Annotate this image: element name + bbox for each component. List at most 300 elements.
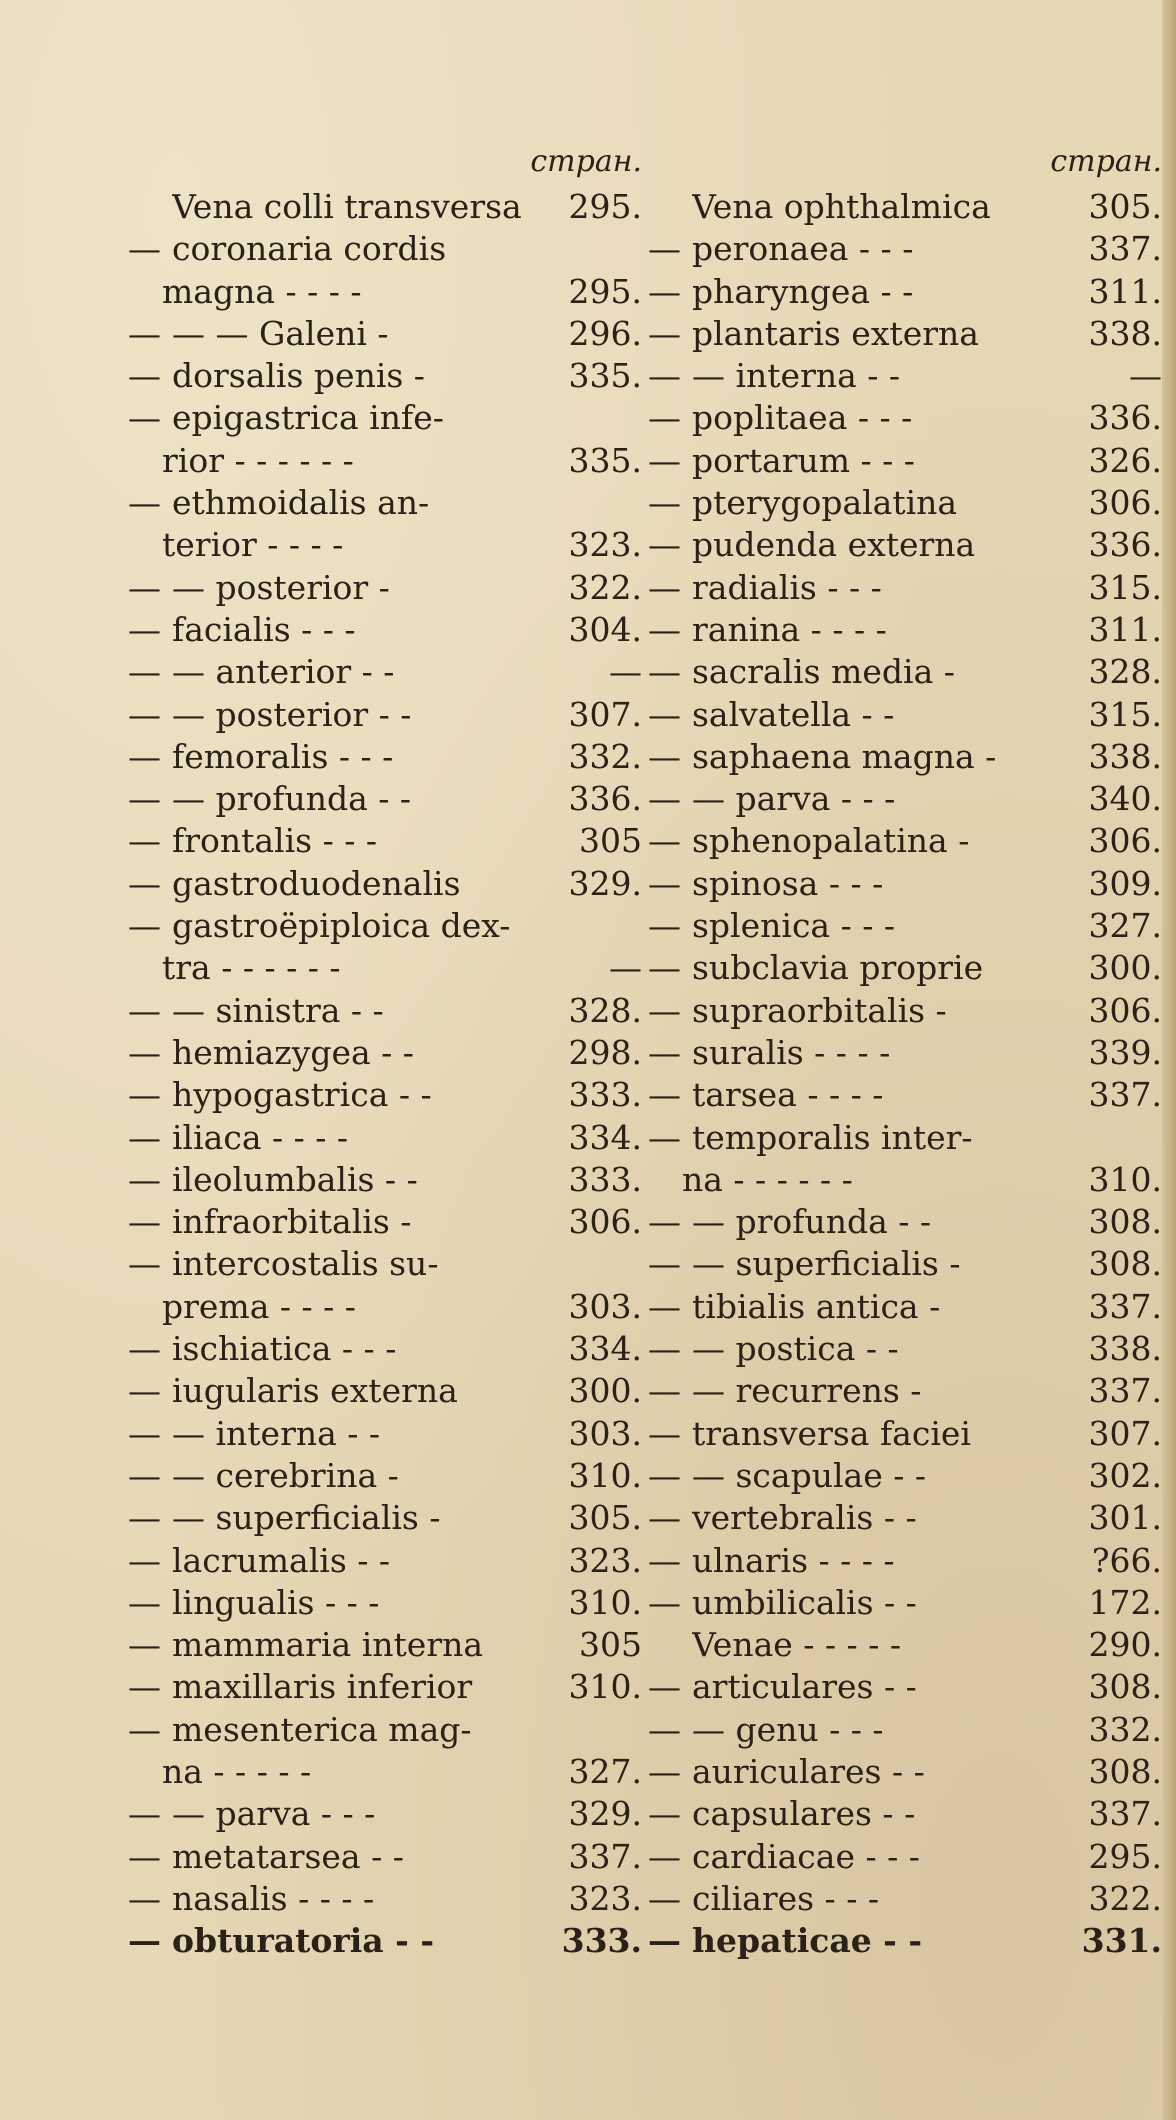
entry-term: mammaria interna xyxy=(172,1625,484,1665)
entry-term: — profunda - - xyxy=(692,1202,932,1242)
entry-page-number: 300. xyxy=(1088,948,1162,988)
entry-term: Vena ophthalmica xyxy=(692,187,991,226)
entry-dash: — xyxy=(648,779,681,819)
entry-dash: — xyxy=(648,1075,681,1115)
index-entry xyxy=(128,820,648,862)
entry-dash: — xyxy=(648,694,681,734)
entry-page-number: 290. xyxy=(1088,1625,1162,1665)
right-index-list xyxy=(648,186,1168,1962)
entry-page-number: 334. xyxy=(568,1329,642,1369)
entry-term: temporalis inter- xyxy=(692,1117,973,1157)
entry-dash: — xyxy=(128,229,161,269)
entry-dash: — xyxy=(128,1244,161,1284)
entry-dash: — xyxy=(648,1286,681,1326)
index-entry xyxy=(648,1117,1168,1159)
index-entry xyxy=(128,1497,648,1539)
entry-term: rior - - - - - - xyxy=(162,440,354,480)
index-entry xyxy=(648,694,1168,736)
entry-page-number: 327. xyxy=(568,1751,642,1791)
right-column xyxy=(648,138,1168,1962)
entry-dash: — xyxy=(648,906,681,946)
entry-page-number: 338. xyxy=(1088,313,1162,353)
entry-term: Venae - - - - - xyxy=(692,1625,901,1665)
entry-dash: — xyxy=(648,1709,681,1749)
entry-page-number: 329. xyxy=(568,1794,642,1834)
entry-page-number: 304. xyxy=(568,609,642,649)
entry-page-number: 295. xyxy=(1088,1836,1162,1876)
index-entry xyxy=(648,990,1168,1032)
entry-dash: — xyxy=(648,1836,681,1876)
entry-term: infraorbitalis - xyxy=(172,1202,412,1242)
entry-term: gastroëpiploica dex- xyxy=(172,906,511,946)
left-column xyxy=(128,138,648,1962)
entry-term: tra - - - - - - xyxy=(162,948,341,988)
entry-term: capsulares - - xyxy=(692,1794,916,1834)
entry-dash: — xyxy=(648,567,681,607)
entry-term: — profunda - - xyxy=(172,779,412,819)
entry-term: ischiatica - - - xyxy=(172,1329,397,1369)
entry-page-number: 301. xyxy=(1088,1498,1162,1538)
entry-dash: — xyxy=(128,863,161,903)
entry-dash: — xyxy=(648,229,681,269)
entry-term: portarum - - - xyxy=(692,440,915,480)
entry-page-number: — xyxy=(609,652,642,692)
entry-page-number: 306. xyxy=(1088,990,1162,1030)
entry-page-number: 335. xyxy=(568,356,642,396)
index-entry xyxy=(648,947,1168,989)
index-entry xyxy=(648,1455,1168,1497)
entry-term: — interna - - xyxy=(172,1413,381,1453)
index-entry xyxy=(648,1201,1168,1243)
entry-dash: — xyxy=(648,1921,681,1961)
entry-page-number: 322. xyxy=(1088,1878,1162,1918)
entry-dash: — xyxy=(128,609,161,649)
entry-term: saphaena magna - xyxy=(692,736,997,776)
entry-page-number: 310. xyxy=(568,1455,642,1495)
entry-term: nasalis - - - - xyxy=(172,1878,375,1918)
index-entry xyxy=(648,609,1168,651)
entry-term: — anterior - - xyxy=(172,652,395,692)
index-entry xyxy=(128,1117,648,1159)
entry-dash: — xyxy=(648,1032,681,1072)
entry-term: coronaria cordis xyxy=(172,229,447,269)
entry-page-number: 323. xyxy=(568,525,642,565)
entry-dash: — xyxy=(648,313,681,353)
entry-page-number: 337. xyxy=(1088,1371,1162,1411)
entry-term: radialis - - - xyxy=(692,567,882,607)
entry-term: metatarsea - - xyxy=(172,1836,404,1876)
entry-term: na - - - - - - xyxy=(682,1159,853,1199)
entry-dash: — xyxy=(128,1413,161,1453)
entry-dash: — xyxy=(128,1794,161,1834)
index-entry xyxy=(128,1878,648,1920)
entry-term: Vena colli transversa xyxy=(172,187,522,226)
entry-term: — parva - - - xyxy=(172,1794,376,1834)
entry-page-number: 339. xyxy=(1088,1032,1162,1072)
entry-term: — recurrens - xyxy=(692,1371,922,1411)
entry-dash: — xyxy=(648,440,681,480)
index-entry xyxy=(128,1286,648,1328)
entry-term: frontalis - - - xyxy=(172,821,378,861)
entry-term: vertebralis - - xyxy=(692,1498,917,1538)
index-entry xyxy=(128,1413,648,1455)
index-entry xyxy=(648,524,1168,566)
entry-page-number: 310. xyxy=(1088,1159,1162,1199)
entry-page-number: 332. xyxy=(568,736,642,776)
entry-term: pudenda externa xyxy=(692,525,976,565)
index-entry xyxy=(128,1920,648,1962)
entry-dash: — xyxy=(648,736,681,776)
entry-dash: — xyxy=(128,1117,161,1157)
entry-page-number: 303. xyxy=(568,1413,642,1453)
entry-dash: — xyxy=(128,779,161,819)
index-entry xyxy=(648,820,1168,862)
entry-term: lingualis - - - xyxy=(172,1582,380,1622)
entry-page-number: 338. xyxy=(1088,1329,1162,1369)
entry-term: articulares - - xyxy=(692,1667,917,1707)
index-entry xyxy=(648,271,1168,313)
index-entry xyxy=(128,228,648,270)
index-entry xyxy=(648,186,1168,228)
entry-dash: — xyxy=(128,1329,161,1369)
entry-page-number: 333. xyxy=(568,1159,642,1199)
entry-term: — postica - - xyxy=(692,1329,899,1369)
index-entry xyxy=(128,1243,648,1285)
entry-dash: — xyxy=(648,1498,681,1538)
entry-dash: — xyxy=(648,609,681,649)
entry-dash: — xyxy=(648,1667,681,1707)
index-entry xyxy=(648,1878,1168,1920)
index-entry xyxy=(648,1286,1168,1328)
entry-dash: — xyxy=(128,1582,161,1622)
index-entry xyxy=(648,1582,1168,1624)
index-entry xyxy=(648,1540,1168,1582)
index-entry xyxy=(648,1751,1168,1793)
index-entry xyxy=(648,355,1168,397)
entry-dash: — xyxy=(648,1794,681,1834)
index-entry xyxy=(128,1370,648,1412)
entry-dash: — xyxy=(648,1371,681,1411)
entry-page-number: 336. xyxy=(568,779,642,819)
entry-page-number: 327. xyxy=(1088,906,1162,946)
entry-term: magna - - - - xyxy=(162,271,362,311)
index-entry xyxy=(128,1582,648,1624)
entry-page-number: 298. xyxy=(568,1032,642,1072)
entry-page-number: 333. xyxy=(568,1075,642,1115)
entry-term: spinosa - - - xyxy=(692,863,884,903)
entry-page-number: ?66. xyxy=(1091,1540,1162,1580)
entry-page-number: 329. xyxy=(568,863,642,903)
entry-term: ranina - - - - xyxy=(692,609,887,649)
entry-dash: — xyxy=(648,1329,681,1369)
entry-page-number: 296. xyxy=(568,313,642,353)
index-entry xyxy=(128,1074,648,1116)
entry-term: tibialis antica - xyxy=(692,1286,941,1326)
entry-dash: — xyxy=(648,525,681,565)
entry-dash: — xyxy=(128,736,161,776)
index-entry xyxy=(648,905,1168,947)
entry-page-number: 323. xyxy=(568,1540,642,1580)
entry-page-number: 335. xyxy=(568,440,642,480)
entry-term: hypogastrica - - xyxy=(172,1075,432,1115)
entry-term: splenica - - - xyxy=(692,906,896,946)
entry-term: — posterior - - xyxy=(172,694,412,734)
index-entry xyxy=(128,1709,648,1751)
entry-page-number: 326. xyxy=(1088,440,1162,480)
entry-dash: — xyxy=(128,990,161,1030)
entry-term: — sinistra - - xyxy=(172,990,384,1030)
index-entry xyxy=(648,1920,1168,1962)
entry-page-number: 340. xyxy=(1088,779,1162,819)
entry-page-number: 336. xyxy=(1088,398,1162,438)
entry-page-number: 328. xyxy=(1088,652,1162,692)
index-entry xyxy=(128,524,648,566)
index-entry xyxy=(128,905,648,947)
index-entry xyxy=(128,609,648,651)
entry-term: — posterior - xyxy=(172,567,390,607)
entry-term: na - - - - - xyxy=(162,1751,312,1791)
entry-page-number: 308. xyxy=(1088,1202,1162,1242)
index-entry xyxy=(648,1666,1168,1708)
index-entry xyxy=(128,1159,648,1201)
entry-term: salvatella - - xyxy=(692,694,895,734)
index-entry xyxy=(128,397,648,439)
entry-page-number: 306. xyxy=(568,1202,642,1242)
entry-term: peronaea - - - xyxy=(692,229,914,269)
entry-page-number: 305 xyxy=(579,821,642,861)
index-entry xyxy=(648,1836,1168,1878)
entry-page-number: 338. xyxy=(1088,736,1162,776)
entry-page-number: 172. xyxy=(1088,1582,1162,1622)
entry-page-number: 337. xyxy=(1088,1286,1162,1326)
entry-term: tarsea - - - - xyxy=(692,1075,884,1115)
entry-term: umbilicalis - - xyxy=(692,1582,917,1622)
index-entry xyxy=(128,1032,648,1074)
entry-page-number: 305. xyxy=(1088,187,1162,226)
index-entry xyxy=(128,736,648,778)
entry-dash: — xyxy=(648,1413,681,1453)
entry-dash: — xyxy=(128,821,161,861)
entry-term: — interna - - xyxy=(692,356,901,396)
entry-dash: — xyxy=(128,1709,161,1749)
entry-dash: — xyxy=(128,1667,161,1707)
entry-page-number: 306. xyxy=(1088,483,1162,523)
entry-term: subclavia proprie xyxy=(692,948,984,988)
entry-dash: — xyxy=(128,1159,161,1199)
entry-dash: — xyxy=(648,1540,681,1580)
entry-page-number: 310. xyxy=(568,1582,642,1622)
entry-page-number: 311. xyxy=(1088,271,1162,311)
index-entry xyxy=(128,1455,648,1497)
entry-term: — scapulae - - xyxy=(692,1455,926,1495)
index-entry xyxy=(648,440,1168,482)
entry-term: poplitaea - - - xyxy=(692,398,913,438)
entry-page-number: 328. xyxy=(568,990,642,1030)
entry-dash: — xyxy=(648,652,681,692)
entry-term: gastroduodenalis xyxy=(172,863,461,903)
entry-dash: — xyxy=(128,1455,161,1495)
entry-page-number: 337. xyxy=(568,1836,642,1876)
entry-term: sphenopalatina - xyxy=(692,821,970,861)
entry-term: — genu - - - xyxy=(692,1709,884,1749)
entry-page-number: 305. xyxy=(568,1498,642,1538)
index-entry xyxy=(648,1159,1168,1201)
index-entry xyxy=(128,355,648,397)
index-entry xyxy=(648,228,1168,270)
index-entry xyxy=(648,736,1168,778)
entry-page-number: 308. xyxy=(1088,1667,1162,1707)
entry-term: ciliares - - - xyxy=(692,1878,879,1918)
index-entry xyxy=(648,1328,1168,1370)
entry-dash: — xyxy=(128,1878,161,1918)
entry-page-number: 309. xyxy=(1088,863,1162,903)
entry-page-number: 305 xyxy=(579,1625,642,1665)
entry-page-number: 332. xyxy=(1088,1709,1162,1749)
left-index-list xyxy=(128,186,648,1962)
entry-page-number: 337. xyxy=(1088,229,1162,269)
entry-page-number: 308. xyxy=(1088,1244,1162,1284)
entry-page-number: 307. xyxy=(1088,1413,1162,1453)
entry-term: ileolumbalis - - xyxy=(172,1159,418,1199)
entry-page-number: 331. xyxy=(1081,1921,1162,1961)
right-column-header: стран. xyxy=(1050,144,1162,179)
entry-dash: — xyxy=(648,1117,681,1157)
entry-term: hepaticae - - xyxy=(692,1921,923,1961)
entry-term: lacrumalis - - xyxy=(172,1540,391,1580)
index-entry xyxy=(128,186,648,228)
entry-dash: — xyxy=(648,356,681,396)
index-entry xyxy=(128,947,648,989)
entry-dash: — xyxy=(128,1075,161,1115)
index-entry xyxy=(648,313,1168,355)
index-entry xyxy=(648,397,1168,439)
entry-dash: — xyxy=(648,990,681,1030)
entry-dash: — xyxy=(648,1202,681,1242)
entry-term: iliaca - - - - xyxy=(172,1117,349,1157)
entry-dash: — xyxy=(648,271,681,311)
entry-page-number: 303. xyxy=(568,1286,642,1326)
entry-dash: — xyxy=(648,948,681,988)
entry-page-number: 310. xyxy=(568,1667,642,1707)
entry-dash: — xyxy=(648,398,681,438)
index-entry xyxy=(648,651,1168,693)
index-entry xyxy=(648,863,1168,905)
index-entry xyxy=(128,778,648,820)
entry-dash: — xyxy=(648,1455,681,1495)
entry-term: supraorbitalis - xyxy=(692,990,947,1030)
entry-term: iugularis externa xyxy=(172,1371,458,1411)
index-entry xyxy=(648,1497,1168,1539)
entry-dash: — xyxy=(128,1371,161,1411)
entry-term: — — Galeni - xyxy=(172,313,389,353)
entry-term: auriculares - - xyxy=(692,1751,925,1791)
entry-term: facialis - - - xyxy=(172,609,356,649)
index-entry xyxy=(128,694,648,736)
entry-term: ulnaris - - - - xyxy=(692,1540,895,1580)
entry-dash: — xyxy=(128,356,161,396)
entry-term: epigastrica infe- xyxy=(172,398,444,438)
entry-page-number: 295. xyxy=(568,187,642,226)
entry-term: — parva - - - xyxy=(692,779,896,819)
index-entry xyxy=(128,567,648,609)
entry-page-number: 306. xyxy=(1088,821,1162,861)
index-entry xyxy=(128,863,648,905)
entry-page-number: 333. xyxy=(561,1921,642,1961)
entry-term: pharyngea - - xyxy=(692,271,914,311)
index-entry xyxy=(128,651,648,693)
entry-term: ethmoidalis an- xyxy=(172,483,430,523)
entry-page-number: 308. xyxy=(1088,1751,1162,1791)
entry-dash: — xyxy=(648,821,681,861)
entry-term: plantaris externa xyxy=(692,313,979,353)
entry-page-number: 323. xyxy=(568,1878,642,1918)
entry-page-number: 315. xyxy=(1088,694,1162,734)
index-entry xyxy=(128,482,648,524)
entry-page-number: 315. xyxy=(1088,567,1162,607)
index-entry xyxy=(648,1793,1168,1835)
index-entry xyxy=(128,990,648,1032)
entry-page-number: 295. xyxy=(568,271,642,311)
entry-term: hemiazygea - - xyxy=(172,1032,414,1072)
entry-dash: — xyxy=(128,1032,161,1072)
entry-dash: — xyxy=(648,483,681,523)
entry-dash: — xyxy=(128,694,161,734)
index-entry xyxy=(648,1074,1168,1116)
index-entry xyxy=(648,482,1168,524)
index-entry xyxy=(128,1624,648,1666)
entry-term: maxillaris inferior xyxy=(172,1667,473,1707)
entry-term: transversa faciei xyxy=(692,1413,971,1453)
entry-dash: — xyxy=(128,1498,161,1538)
entry-dash: — xyxy=(648,1244,681,1284)
entry-page-number: 300. xyxy=(568,1371,642,1411)
entry-dash: — xyxy=(128,1625,161,1665)
index-entry xyxy=(128,1328,648,1370)
index-entry xyxy=(648,1370,1168,1412)
index-entry xyxy=(648,1413,1168,1455)
entry-page-number: 322. xyxy=(568,567,642,607)
index-entry xyxy=(128,271,648,313)
index-entry xyxy=(128,440,648,482)
entry-page-number: 307. xyxy=(568,694,642,734)
entry-page-number: — xyxy=(609,948,642,988)
index-entry xyxy=(648,1032,1168,1074)
index-entry xyxy=(128,1540,648,1582)
entry-dash: — xyxy=(128,1202,161,1242)
entry-term: pterygopalatina xyxy=(692,483,958,523)
entry-page-number: — xyxy=(1129,356,1162,396)
entry-page-number: 302. xyxy=(1088,1455,1162,1495)
entry-term: suralis - - - - xyxy=(692,1032,891,1072)
entry-page-number: 337. xyxy=(1088,1794,1162,1834)
entry-dash: — xyxy=(128,906,161,946)
entry-dash: — xyxy=(128,1540,161,1580)
entry-dash: — xyxy=(648,1878,681,1918)
index-entry xyxy=(648,1709,1168,1751)
entry-dash: — xyxy=(128,398,161,438)
index-entry xyxy=(648,1243,1168,1285)
entry-term: obturatoria - - xyxy=(172,1921,435,1961)
entry-page-number: 311. xyxy=(1088,609,1162,649)
index-entry xyxy=(128,1793,648,1835)
entry-term: dorsalis penis - xyxy=(172,356,425,396)
entry-term: — superficialis - xyxy=(172,1498,441,1538)
entry-term: sacralis media - xyxy=(692,652,955,692)
entry-term: — cerebrina - xyxy=(172,1455,399,1495)
entry-dash: — xyxy=(128,1921,161,1961)
entry-term: mesenterica mag- xyxy=(172,1709,472,1749)
index-entry xyxy=(128,313,648,355)
